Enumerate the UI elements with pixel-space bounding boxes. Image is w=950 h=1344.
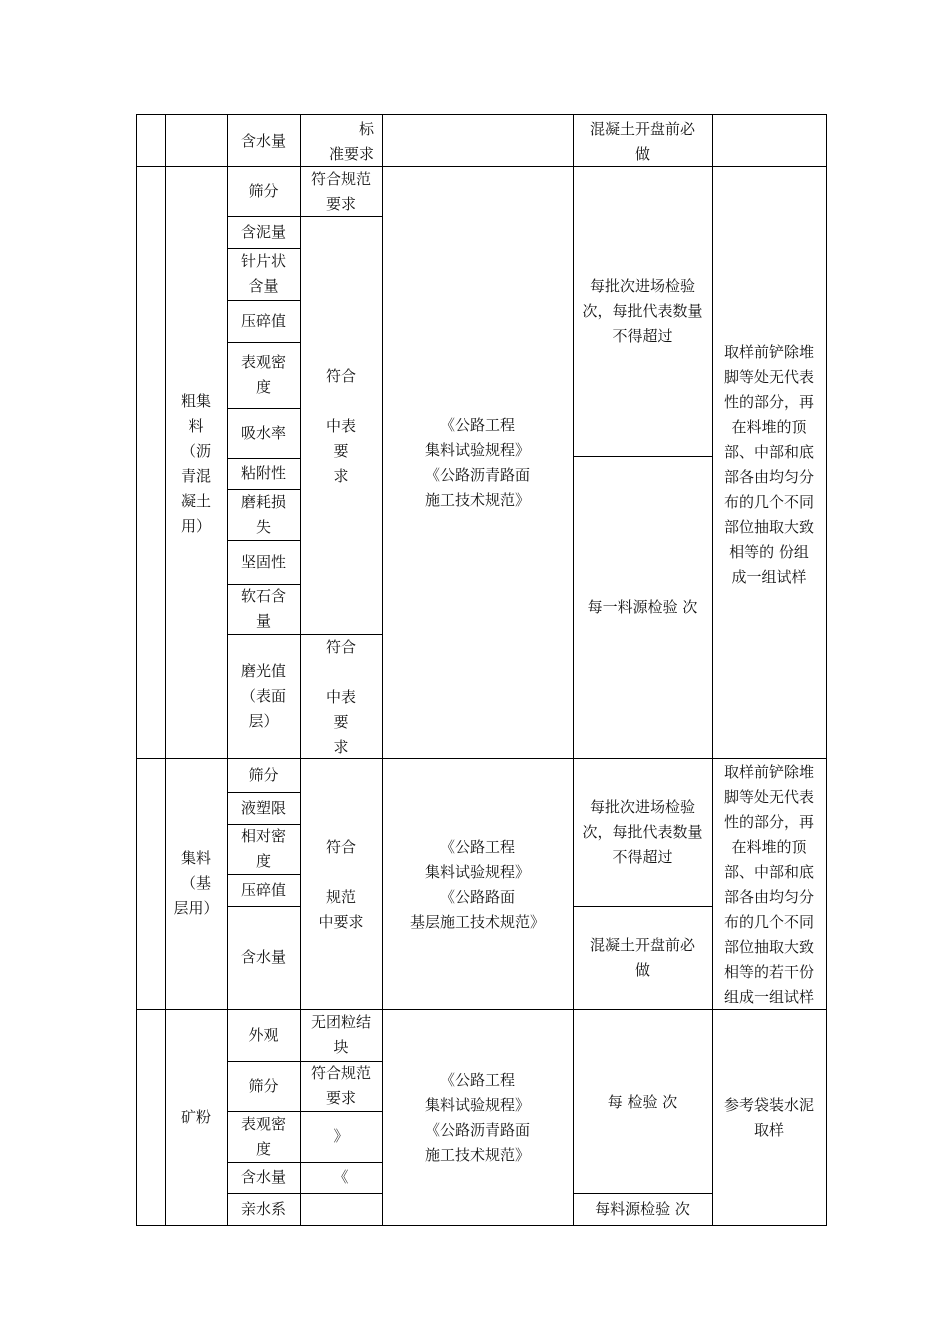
frequency-text: 混凝土开盘前必 做 [589,936,695,979]
item-label: 表观密 度 [240,353,286,396]
standard-reference: 《公路工程 集料试验规程》 《公路路面 基层施工技术规范》 [409,838,545,931]
item-label: 吸水率 [240,424,286,442]
requirement-text: 符合 中表 要 求 [325,367,356,485]
category-label: 矿粉 [180,1108,211,1126]
item-label: 筛分 [248,182,279,200]
frequency-text: 每一料源检验 次 [587,598,698,616]
item-label: 压碎值 [240,881,286,899]
table-rule [573,906,713,907]
table-rule [227,792,301,793]
sampling-method: 取样前铲除堆 脚等处无代表 性的部分，再 在料堆的顶 部、中部和底 部各由均匀分 布的几个不同 部位抽取大致 相等的若干份 组成一组试样 [723,763,814,1006]
item-label: 含泥量 [240,223,286,241]
table-rule [227,634,301,635]
item-label: 筛分 [248,766,279,784]
table-rule [227,300,301,301]
table-rule [136,114,827,115]
table-rule [136,114,137,1226]
sampling-method: 参考袋装水泥 取样 [723,1096,814,1139]
frequency-text: 每批次进场检验 次，每批代表数量 不得超过 [582,798,703,866]
item-label: 粘附性 [240,464,286,482]
table-rule [227,1061,301,1062]
frequency-text: 每批次进场检验 次，每批代表数量 不得超过 [582,277,703,345]
requirement-text: 符合规范 要求 [310,1064,371,1107]
item-label: 亲水系 [240,1200,286,1218]
category-label: 粗集 料 （沥 青混 凝土 用） [180,392,211,535]
category-label: 集料 （基 层用） [173,849,219,917]
item-label: 坚固性 [240,553,286,571]
table-rule [227,342,301,343]
table-rule [136,758,827,759]
requirement-text: 符合 中表 要 求 [325,638,356,756]
item-label: 含水量 [240,1168,286,1186]
table-rule [227,540,301,541]
table-rule [227,458,301,459]
sampling-method: 取样前铲除堆 脚等处无代表 性的部分，再 在料堆的顶 部、中部和底 部各由均匀分 布的几个不同 部位抽取大致 相等的 份组 成一组试样 [723,343,814,586]
frequency-text: 混凝土开盘前必 做 [589,120,695,163]
table-rule [136,166,827,167]
frequency-text: 每料源检验 次 [595,1200,690,1218]
item-label: 磨光值 （表面 层） [240,662,286,730]
table-rule [300,1162,383,1163]
requirement-text: 符合 规范 中要求 [318,838,364,931]
standard-reference: 《公路工程 集料试验规程》 《公路沥青路面 施工技术规范》 [424,1071,530,1164]
table-rule [712,114,713,1226]
requirement-text: 》 [333,1127,349,1145]
item-label: 外观 [248,1026,279,1044]
standard-reference: 《公路工程 集料试验规程》 《公路沥青路面 施工技术规范》 [424,416,530,509]
table-rule [227,408,301,409]
item-label: 表观密 度 [240,1115,286,1158]
requirement-text: 标 准要求 [328,120,374,163]
item-label: 含水量 [240,132,286,150]
requirement-text: 无团粒结 块 [310,1013,371,1056]
table-rule [227,874,301,875]
table-rule [300,1111,383,1112]
table-rule [227,1162,301,1163]
item-label: 压碎值 [240,312,286,330]
table-rule [136,1225,827,1226]
table-rule [382,114,383,1226]
requirement-text: 《 [333,1168,349,1186]
item-label: 针片状 含量 [240,252,286,295]
item-label: 筛分 [248,1077,279,1095]
item-label: 磨耗损 失 [240,493,286,536]
table-rule [165,114,166,1226]
table-rule [573,456,713,457]
item-label: 含水量 [240,948,286,966]
table-rule [227,1193,301,1194]
frequency-text: 每 检验 次 [607,1093,678,1111]
table-rule [826,114,827,1226]
item-label: 软石含 量 [240,587,286,630]
requirement-text: 符合规范 要求 [310,170,371,213]
item-label: 液塑限 [240,799,286,817]
table-rule [573,1193,713,1194]
item-label: 相对密 度 [240,827,286,870]
table-rule [227,216,301,217]
table-rule [300,1193,383,1194]
table-rule [227,906,301,907]
